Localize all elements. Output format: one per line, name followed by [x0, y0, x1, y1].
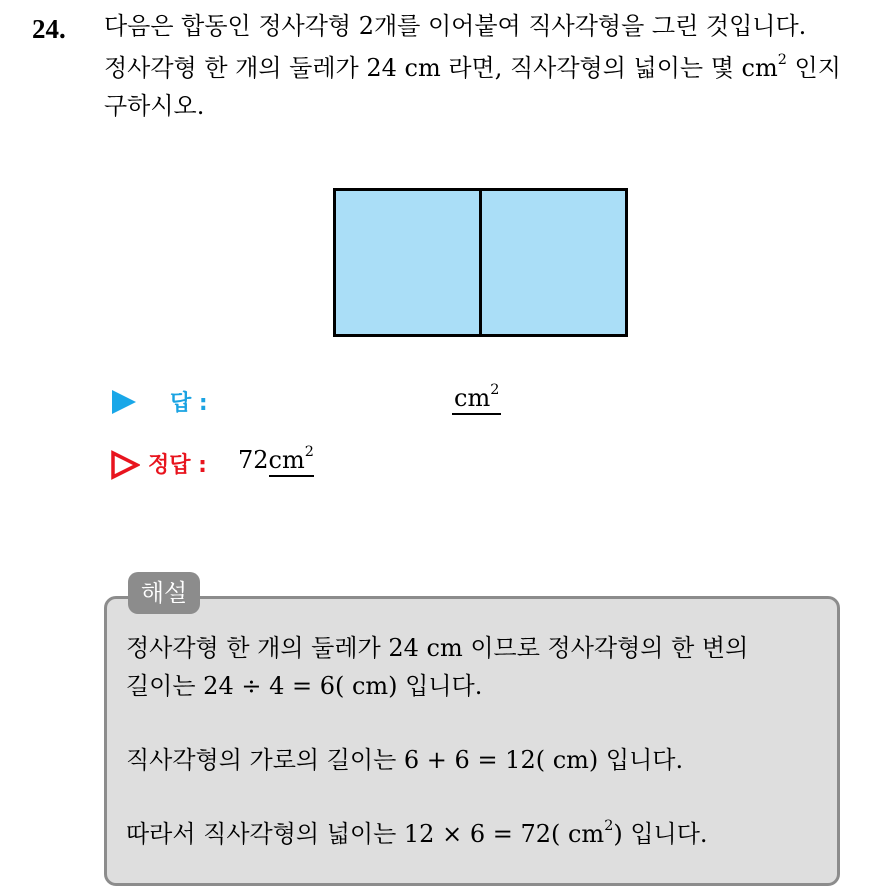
answer-marker-icon — [112, 390, 136, 414]
answer-label: 답 : — [170, 391, 208, 416]
explanation-tag: 해설 — [128, 572, 200, 614]
explanation-line4 — [126, 818, 708, 850]
correct-answer — [238, 446, 314, 474]
explanation-line4-superscript: 2 — [604, 818, 614, 835]
answer-unit-superscript: 2 — [490, 382, 500, 399]
correct-answer-label: 정답 : — [148, 453, 207, 478]
explanation-line4-main: 따라서 직사각형의 넓이는 12 × 6 = 72( cm — [126, 820, 605, 848]
question-number: 24. — [32, 14, 66, 44]
question-text-line1: 다음은 합동인 정사각형 2개를 이어붙여 직사각형을 그린 것입니다. — [104, 12, 807, 40]
question-text-line2 — [104, 52, 841, 84]
right-square — [481, 190, 627, 336]
correct-answer-unit-superscript: 2 — [304, 444, 314, 461]
correct-answer-unit-wrap — [269, 446, 314, 477]
correct-answer-value: 72 — [238, 446, 269, 474]
explanation-line2: 길이는 24 ÷ 4 = 6( cm) 입니다. — [126, 672, 483, 700]
correct-answer-unit: cm — [268, 446, 305, 474]
answer-unit: cm — [454, 384, 491, 412]
answer-unit-field[interactable] — [452, 384, 501, 415]
question-line2-tail: 인지 — [786, 54, 841, 82]
correct-answer-marker-icon — [110, 450, 140, 480]
explanation-line4-tail: ) 입니다. — [613, 820, 708, 848]
question-line2-main: 정사각형 한 개의 둘레가 24 cm 라면, 직사각형의 넓이는 몇 cm — [104, 54, 778, 82]
explanation-line1: 정사각형 한 개의 둘레가 24 cm 이므로 정사각형의 한 변의 — [126, 634, 749, 662]
left-square — [335, 190, 481, 336]
question-line2-superscript: 2 — [777, 52, 787, 69]
question-text-line3: 구하시오. — [104, 92, 205, 120]
explanation-line3: 직사각형의 가로의 길이는 6 + 6 = 12( cm) 입니다. — [126, 746, 684, 774]
rectangle-figure — [333, 188, 629, 338]
